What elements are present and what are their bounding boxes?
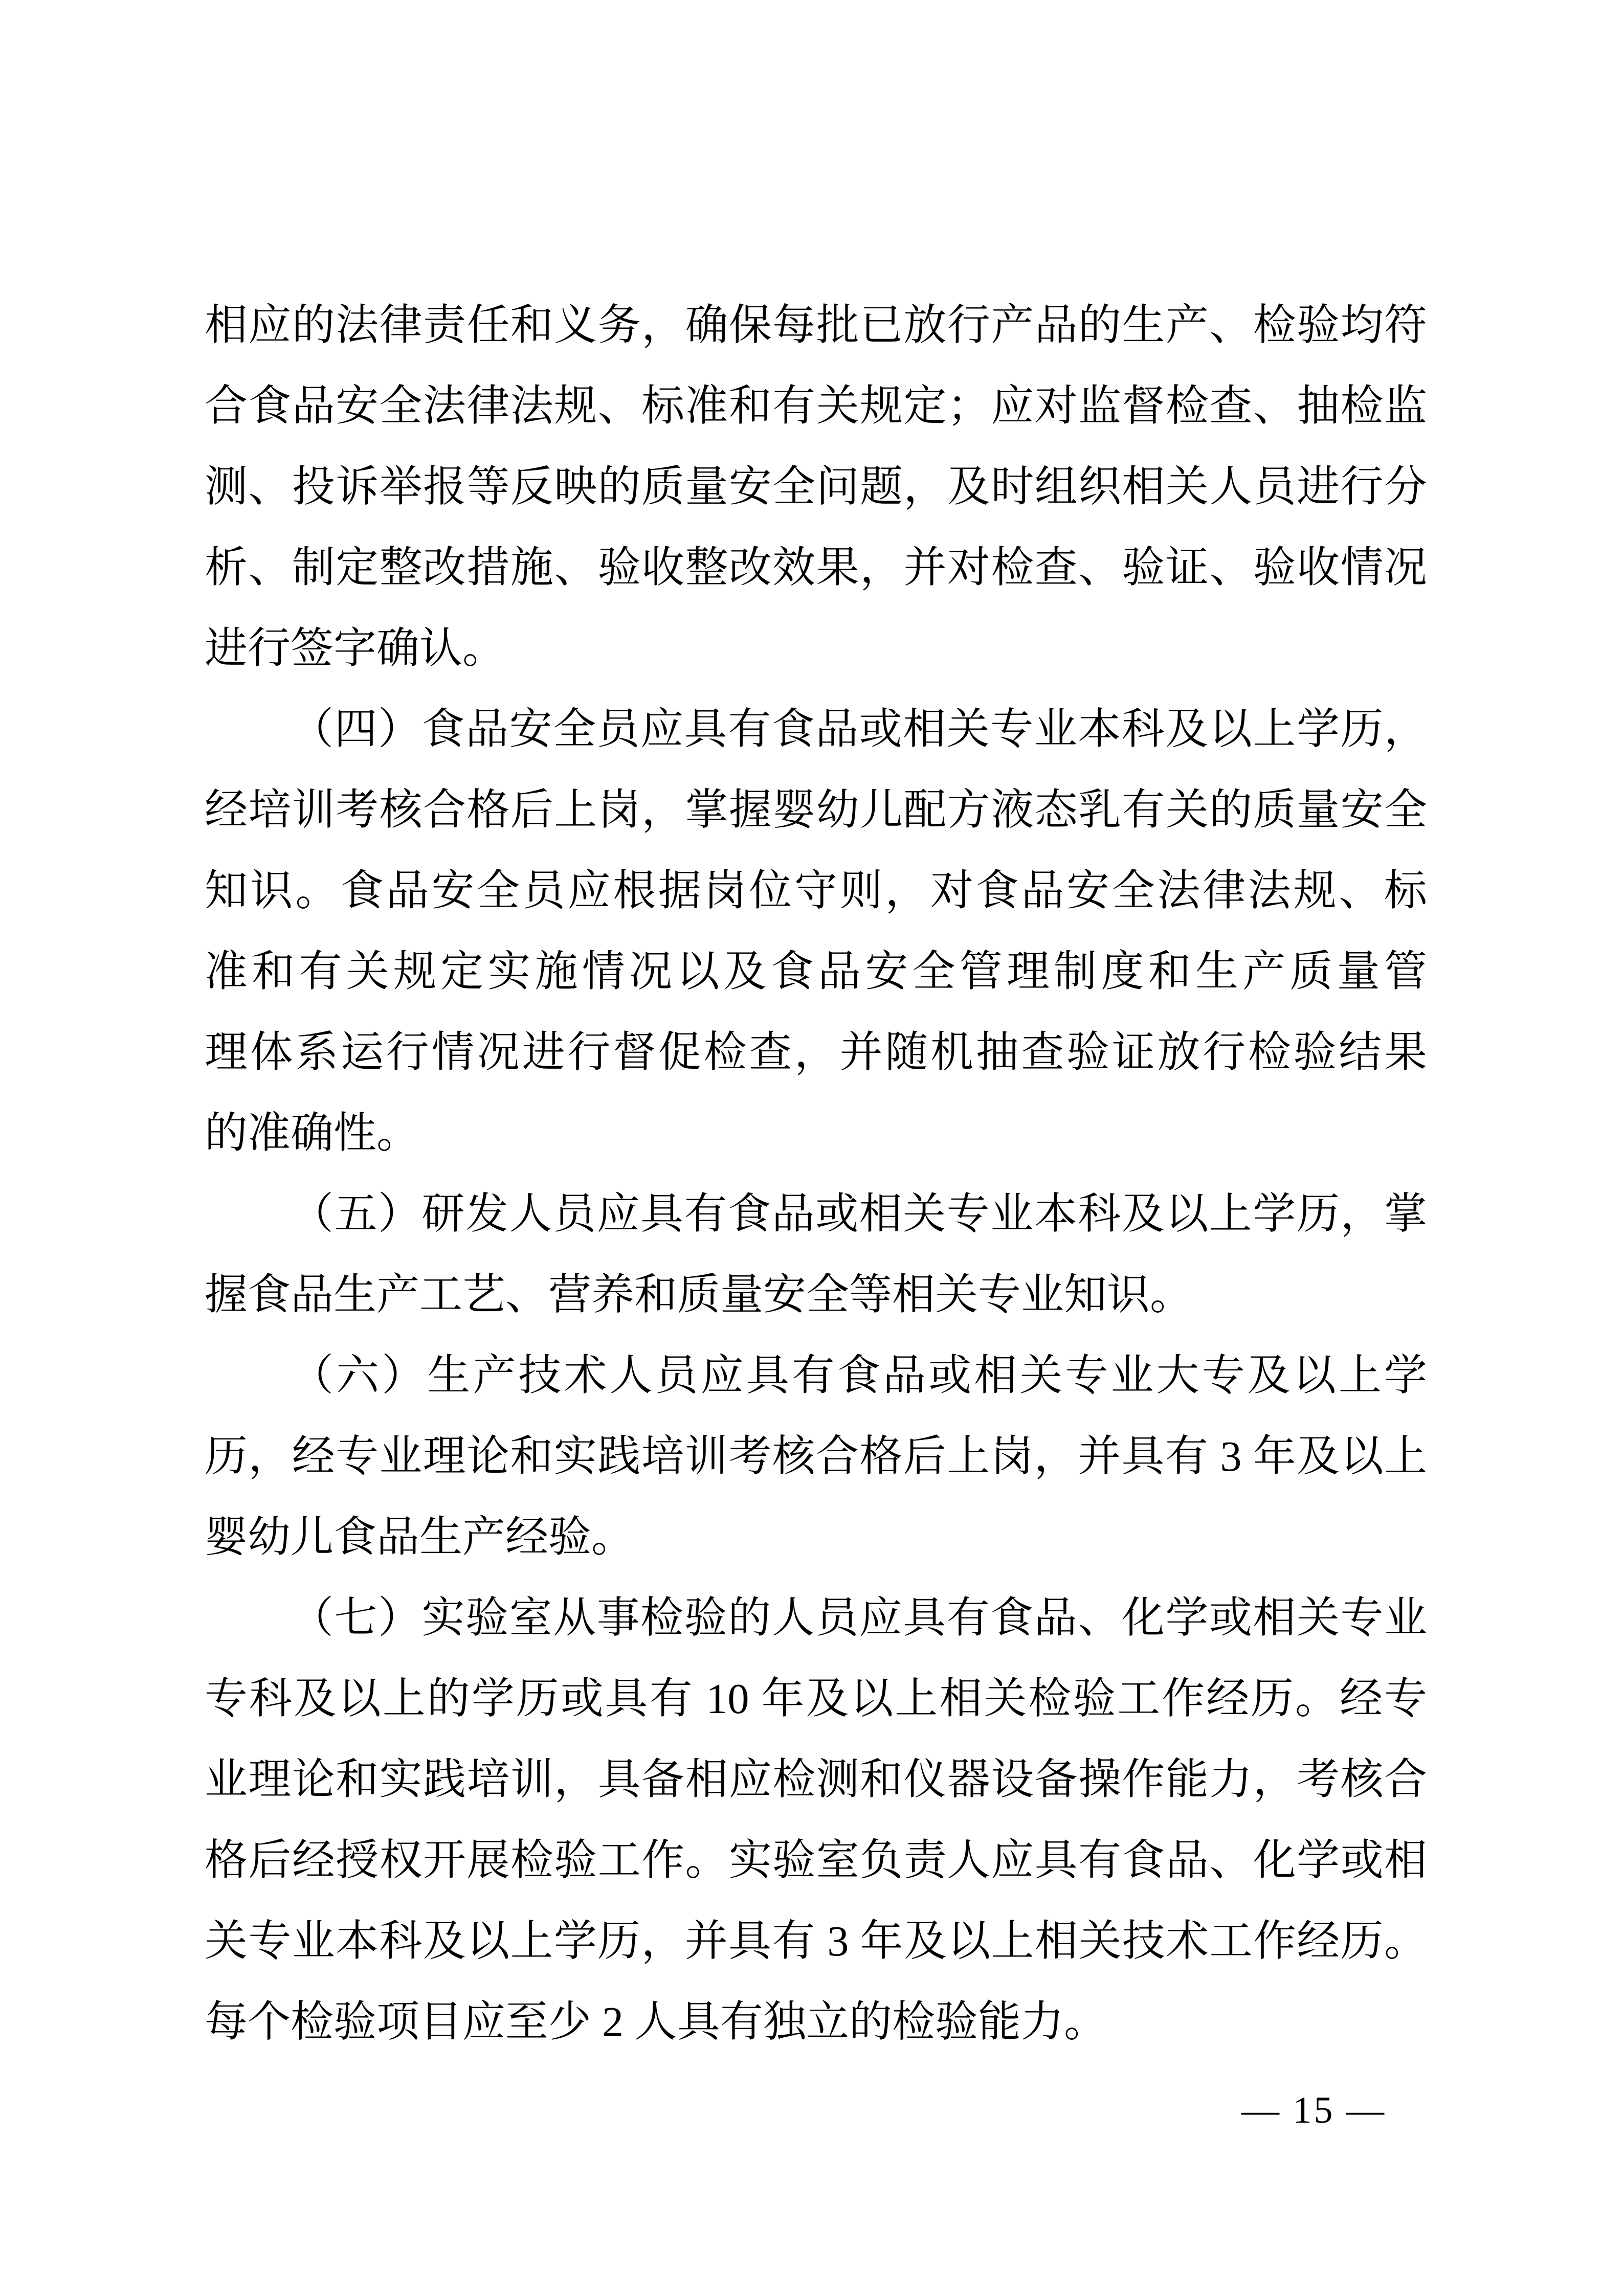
text-line: 婴幼儿食品生产经验。: [205, 1514, 635, 1561]
text-line: 握食品生产工艺、营养和质量安全等相关专业知识。: [205, 1271, 1193, 1319]
paragraph: [205, 285, 1427, 689]
text-line: （五）研发人员应具有食品或相关专业本科及以上学历，掌: [291, 1190, 1427, 1238]
text-line: 关专业本科及以上学历，并具有 3 年及以上相关技术工作经历。: [205, 1918, 1427, 1965]
paragraph: [205, 689, 1427, 1174]
text-line: 理体系运行情况进行督促检查，并随机抽查验证放行检验结果: [205, 1029, 1427, 1076]
text-line: （六）生产技术人员应具有食品或相关专业大专及以上学: [291, 1352, 1427, 1400]
paragraph: [205, 1174, 1427, 1336]
document-body-text: [205, 285, 1427, 2063]
text-line: 经培训考核合格后上岗，掌握婴幼儿配方液态乳有关的质量安全: [205, 786, 1427, 834]
page-number: — 15 —: [1241, 2089, 1386, 2131]
text-line: 测、投诉举报等反映的质量安全问题，及时组织相关人员进行分: [205, 463, 1427, 511]
text-line: 历，经专业理论和实践培训考核合格后上岗，并具有 3 年及以上: [205, 1433, 1427, 1480]
paragraph: [205, 1336, 1427, 1578]
text-line: 业理论和实践培训，具备相应检测和仪器设备操作能力，考核合: [205, 1756, 1427, 1804]
text-line: 格后经授权开展检验工作。实验室负责人应具有食品、化学或相: [205, 1837, 1427, 1884]
text-line: 析、制定整改措施、验收整改效果，并对检查、验证、验收情况: [205, 544, 1427, 592]
text-line: 准和有关规定实施情况以及食品安全管理制度和生产质量管: [205, 948, 1427, 996]
text-line: 的准确性。: [205, 1110, 420, 1157]
text-line: （七）实验室从事检验的人员应具有食品、化学或相关专业: [291, 1594, 1427, 1642]
text-line: 相应的法律责任和义务，确保每批已放行产品的生产、检验均符: [205, 302, 1427, 349]
text-line: 进行签字确认。: [205, 625, 506, 672]
text-line: 知识。食品安全员应根据岗位守则，对食品安全法律法规、标: [205, 867, 1427, 915]
text-line: 合食品安全法律法规、标准和有关规定；应对监督检查、抽检监: [205, 382, 1427, 430]
paragraph: [205, 1578, 1427, 2063]
text-line: 每个检验项目应至少 2 人具有独立的检验能力。: [205, 1998, 1107, 2046]
text-line: （四）食品安全员应具有食品或相关专业本科及以上学历，: [291, 706, 1427, 753]
text-line: 专科及以上的学历或具有 10 年及以上相关检验工作经历。经专: [205, 1675, 1427, 1723]
